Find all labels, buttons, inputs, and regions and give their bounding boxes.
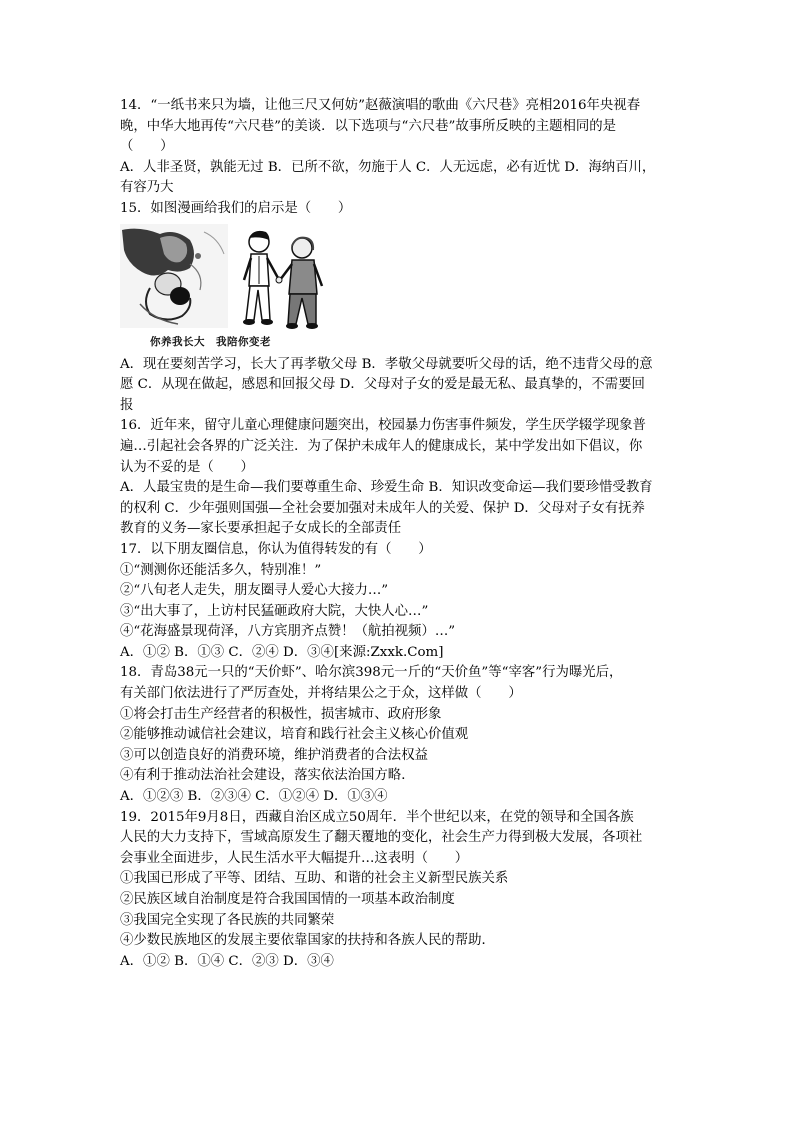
question-15-options: 愿 C．从现在做起，感恩和回报父母 D．父母对子女的爱是最无私、最真挚的，不需要回	[120, 377, 645, 393]
question-18-options: A．①②③ B．②③④ C．①②④ D．①③④	[120, 789, 388, 805]
question-17-options: A．①② B．①③ C．②④ D．③④[来源:Zxxk.Com]	[120, 644, 444, 660]
question-18-item: ①将会打击生产经营者的积极性，损害城市、政府形象	[120, 706, 442, 722]
question-18-item: ③可以创造良好的消费环境，维护消费者的合法权益	[120, 747, 428, 763]
question-14-line: （ ）	[120, 139, 174, 155]
cartoon-caption: 你养我长大 我陪你变老	[150, 335, 271, 348]
question-15	[120, 199, 680, 416]
question-16	[120, 416, 680, 540]
question-19-item: ②民族区域自治制度是符合我国国情的一项基本政治制度	[120, 892, 455, 907]
question-14-options: 有容乃大	[120, 180, 174, 196]
question-19	[120, 808, 680, 973]
question-18-item: ④有利于推动法治社会建设，落实依法治国方略．	[120, 768, 415, 784]
question-16-line: 16．近年来，留守儿童心理健康问题突出，校园暴力伤害事件频发，学生厌学辍学现象普	[120, 418, 646, 434]
question-19-item: ④少数民族地区的发展主要依靠国家的扶持和各族人民的帮助．	[120, 933, 495, 949]
question-16-line: 认为不妥的是（ ）	[120, 459, 254, 475]
question-16-options: 教育的义务—家长要承担起子女成长的全部责任	[120, 521, 402, 537]
question-19-stem: 人民的大力支持下，雪域高原发生了翻天覆地的变化，社会生产力得到极大发展，各项社	[120, 830, 643, 846]
question-17	[120, 540, 680, 664]
question-17-item: ②“八旬老人走失，朋友圈寻人爱心大接力…”	[120, 583, 389, 599]
question-19-options: A．①② B．①④ C．②③ D．③④	[120, 953, 334, 969]
exam-page	[120, 96, 680, 972]
question-18	[120, 663, 680, 807]
question-17-item: ③“出大事了，上访村民猛砸政府大院，大快人心…”	[120, 603, 429, 619]
question-14	[120, 96, 680, 199]
question-16-options: 的权利 C．少年强则国强—全社会要加强对未成年人的关爱、保护 D．父母对子女有抚养	[120, 500, 645, 516]
question-15-stem: 15．如图漫画给我们的启示是（ ）	[120, 200, 352, 216]
question-17-item: ①“测测你还能活多久，特别准！”	[120, 562, 322, 578]
question-14-options: A．人非圣贤，孰能无过 B．已所不欲，勿施于人 C．人无远虑，必有近忧 D．海纳百川，	[120, 159, 656, 175]
question-19-item: ①我国已形成了平等、团结、互助、和谐的社会主义新型民族关系	[120, 871, 509, 887]
question-16-line: 遍…引起社会各界的广泛关注．为了保护未成年人的健康成长，某中学发出如下倡议，你	[120, 438, 643, 454]
question-14-line: 14．“一纸书来只为墙，让他三尺又何妨”赵薇演唱的歌曲《六尺巷》亮相2016年央视春	[120, 98, 641, 113]
question-18-stem: 18．青岛38元一只的“天价虾”、哈尔滨398元一斤的“天价鱼”等“宰客”行为曝光后，	[120, 665, 623, 681]
question-18-item: ②能够推动诚信社会建议，培育和践行社会主义核心价值观	[120, 727, 469, 743]
question-18-stem: 有关部门依法进行了严厉查处，并将结果公之于众，这样做（ ）	[120, 686, 522, 702]
question-17-item: ④“花海盛景现荷泽，八方宾朋齐点赞！（航拍视频）…”	[120, 624, 456, 640]
question-17-stem: 17．以下朋友圈信息，你认为值得转发的有（ ）	[120, 541, 432, 557]
question-15-options: 报	[120, 397, 134, 413]
question-14-line: 晚，中华大地再传“六尺巷”的美谈．以下选项与“六尺巷”故事所反映的主题相同的是	[120, 118, 617, 134]
cartoon-image	[120, 224, 332, 350]
question-19-item: ③我国完全实现了各民族的共同繁荣	[120, 912, 335, 928]
question-16-options: A．人最宝贵的是生命—我们要尊重生命、珍爱生命 B．知识改变命运—我们要珍惜受教育	[120, 480, 653, 496]
question-19-stem: 19．2015年9月8日，西藏自治区成立50周年．半个世纪以来，在党的领导和全国各族	[120, 809, 634, 825]
question-19-stem: 会事业全面进步，人民生活水平大幅提升…这表明（ ）	[120, 850, 469, 866]
question-15-options: A．现在要刻苦学习，长大了再孝敬父母 B．孝敬父母就要听父母的话，绝不违背父母的意	[120, 356, 653, 372]
